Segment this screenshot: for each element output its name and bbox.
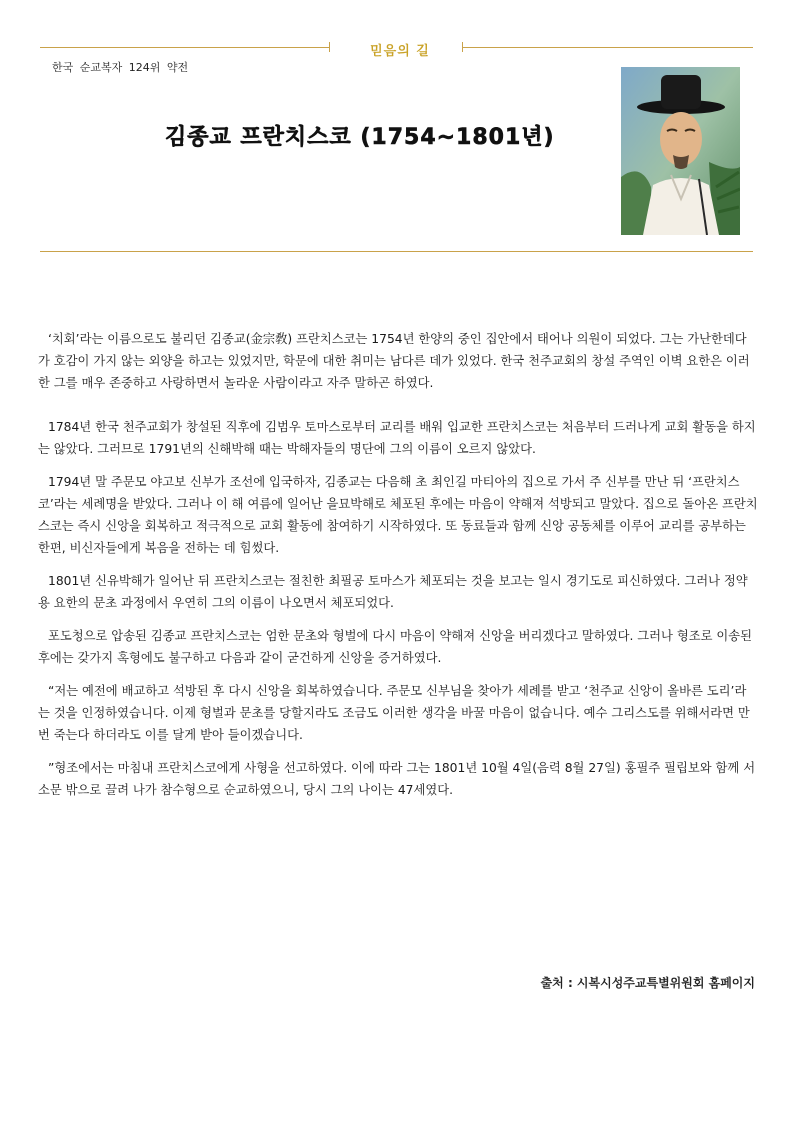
top-rule-left	[40, 47, 330, 48]
page-title: 김종교 프란치스코 (1754~1801년)	[165, 125, 555, 150]
article-body	[38, 328, 758, 812]
source-citation: 출처 : 시복시성주교특별위원회 홈페이지	[540, 976, 755, 990]
subheader: 한국 순교복자 124위 약전	[52, 61, 189, 74]
paragraph: “저는 예전에 배교하고 석방된 후 다시 신앙을 회복하였습니다. 주문모 신부님을 찾아가 세례를 받고 ‘천주교 신앙이 올바른 도리’라는 것을 인정하였습니다. 이제 형벌과 문초를 당할지라도 조금도 이러한 생각을 바꿀 마음이 없습니다. 예수 그리스도를 위해서라면 만 번 죽는다 하더라도 이를 달게 받아 들이겠습니다.	[38, 684, 750, 742]
portrait-icon	[621, 67, 740, 235]
section-title: 믿음의 길	[370, 44, 430, 59]
paragraph: 1794년 말 주문모 야고보 신부가 조선에 입국하자, 김종교는 다음해 초 최인길 마티아의 집으로 가서 주 신부를 만난 뒤 ‘프란치스코’라는 세례명을 받았다. 그러나 이 해 여름에 일어난 을묘박해로 체포된 후에는 마음이 약해져 석방되고 말았다. 집으로 돌아온 프란치스코는 즉시 신앙을 회복하고 적극적으로 교회 활동에 참여하기 시작하였다. 또 동료들과 함께 신앙 공동체를 이루어 교리를 공부하는 한편, 비신자들에게 복음을 전하는 데 힘썼다.	[38, 475, 758, 555]
paragraph: ‘치회’라는 이름으로도 불리던 김종교(金宗敎) 프란치스코는 1754년 한양의 중인 집안에서 태어나 의원이 되었다. 그는 가난한데다가 호감이 가지 않는 외양을 하고는 있었지만, 학문에 대한 취미는 남다른 데가 있었다. 한국 천주교회의 창설 주역인 이벽 요한은 이러한 그를 매우 존중하고 사랑하면서 놀라운 사람이라고 자주 말하곤 하였다.	[38, 332, 750, 390]
paragraph: 포도청으로 압송된 김종교 프란치스코는 엄한 문초와 형벌에 다시 마음이 약해져 신앙을 버리겠다고 말하였다. 그러나 형조로 이송된 후에는 갖가지 혹형에도 불구하고 다음과 같이 굳건하게 신앙을 증거하였다.	[38, 629, 752, 665]
paragraph: 1801년 신유박해가 일어난 뒤 프란치스코는 절친한 최필공 토마스가 체포되는 것을 보고는 일시 경기도로 피신하였다. 그러나 정약용 요한의 문초 과정에서 우연히 그의 이름이 나오면서 체포되었다.	[38, 574, 748, 610]
paragraph: 1784년 한국 천주교회가 창설된 직후에 김범우 토마스로부터 교리를 배워 입교한 프란치스코는 처음부터 드러나게 교회 활동을 하지는 않았다. 그러므로 1791년의 신해박해 때는 박해자들의 명단에 그의 이름이 오르지 않았다.	[38, 420, 756, 456]
header-divider	[40, 251, 753, 252]
paragraph: ”형조에서는 마침내 프란치스코에게 사형을 선고하였다. 이에 따라 그는 1801년 10월 4일(음력 8월 27일) 홍필주 필립보와 함께 서소문 밖으로 끌려 나가 참수형으로 순교하였으니, 당시 그의 나이는 47세였다.	[38, 761, 756, 797]
top-rule-right	[463, 47, 753, 48]
portrait-image	[621, 67, 740, 235]
top-rule-left-tick	[329, 42, 330, 52]
top-rule-right-tick	[462, 42, 463, 52]
